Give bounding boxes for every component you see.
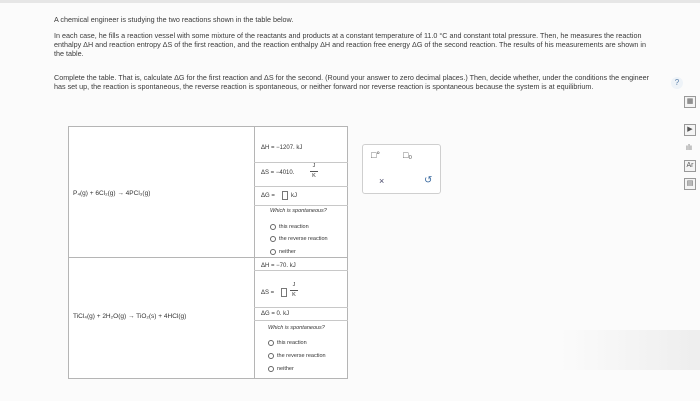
fraction-bar — [310, 171, 318, 172]
reaction-2-dS-label: ΔS = — [261, 290, 275, 296]
reaction-1-option-label: neither — [279, 249, 296, 255]
table-divider-horizontal — [68, 257, 348, 258]
exponent-button[interactable]: □° — [371, 150, 381, 160]
reaction-2-option-label: this reaction — [277, 340, 307, 346]
reaction-1-option-label: this reaction — [279, 224, 309, 230]
reaction-1-dH: ΔH = −1207. kJ — [261, 145, 303, 151]
help-button[interactable]: ? — [671, 77, 683, 89]
table-icon[interactable]: ▤ — [684, 178, 696, 190]
reaction-1-equation: P₄(g) + 6Cl₂(g) → 4PCl₃(g) — [73, 190, 151, 197]
table-divider-vertical — [254, 126, 255, 379]
reaction-1-radio-reverse[interactable] — [270, 236, 276, 242]
reaction-2-radio-this[interactable] — [268, 340, 274, 346]
reaction-1-dG-label: ΔG = — [261, 193, 275, 199]
reaction-1-dS-unit-den: K — [312, 173, 316, 179]
row-divider — [254, 307, 348, 308]
reaction-1-dG-unit: kJ — [291, 193, 297, 199]
periodic-table-icon[interactable]: Ar — [684, 160, 696, 172]
reaction-2-equation: TiCl₄(g) + 2H₂O(g) → TiO₂(s) + 4HCl(g) — [73, 313, 187, 320]
reaction-2-radio-reverse[interactable] — [268, 353, 274, 359]
top-border — [0, 0, 700, 3]
reaction-2-dS-input[interactable] — [281, 288, 287, 297]
reaction-2-option-label: neither — [277, 366, 294, 372]
row-divider — [254, 320, 348, 321]
chart-icon[interactable]: ılı — [685, 143, 693, 152]
calculator-icon[interactable]: ▦ — [684, 96, 696, 108]
reaction-1-question: Which is spontaneous? — [270, 208, 327, 214]
reaction-2-dS-unit-num: J — [292, 282, 296, 288]
reaction-2-dH: ΔH = −70. kJ — [261, 263, 296, 269]
reaction-2-dG: ΔG = 0. kJ — [261, 311, 290, 317]
row-divider — [254, 270, 348, 271]
row-divider — [254, 205, 348, 206]
problem-description: In each case, he fills a reaction vessel with some mixture of the reactants and products at a constant temperature of 11.0 °C and constant total pressure. Then, he measures the reaction enthalpy ΔH and reaction entropy ΔS of the first reaction, and the reaction enthalpy ΔH and reaction free energy ΔG of the second reaction. The results of his measurements are shown in the table. — [54, 31, 646, 58]
reaction-1-radio-neither[interactable] — [270, 249, 276, 255]
reaction-2-option-label: the reverse reaction — [277, 353, 326, 359]
reaction-2-dS-unit-den: K — [292, 292, 296, 298]
fraction-bar — [290, 290, 298, 291]
reaction-1-dS-unit-num: J — [312, 163, 316, 169]
instructions-text: Complete the table. That is, calculate ΔG for the first reaction and ΔS for the second. (Round your answer to zero decimal places.) Then, decide whether, under the conditions the engineer has set up, the reaction is spontaneous, the reverse reaction is spontaneous, or neither forward nor reverse reaction is spontaneous because the system is at equilibrium. — [54, 73, 650, 91]
reaction-2-question: Which is spontaneous? — [268, 325, 325, 331]
reaction-1-dG-input[interactable] — [282, 191, 288, 200]
play-icon[interactable]: ▶ — [684, 124, 696, 136]
row-divider — [254, 162, 348, 163]
row-divider — [254, 186, 348, 187]
reaction-1-option-label: the reverse reaction — [279, 236, 328, 242]
subscript-button[interactable]: □₀ — [403, 150, 413, 160]
reaction-1-radio-this[interactable] — [270, 224, 276, 230]
clear-button[interactable]: × — [379, 176, 385, 186]
reaction-2-radio-neither[interactable] — [268, 366, 274, 372]
intro-text: A chemical engineer is studying the two reactions shown in the table below. — [54, 15, 294, 24]
background-fade — [560, 330, 700, 370]
undo-button[interactable]: ↺ — [424, 175, 433, 186]
reaction-1-dS: ΔS = −4010. — [261, 170, 295, 176]
